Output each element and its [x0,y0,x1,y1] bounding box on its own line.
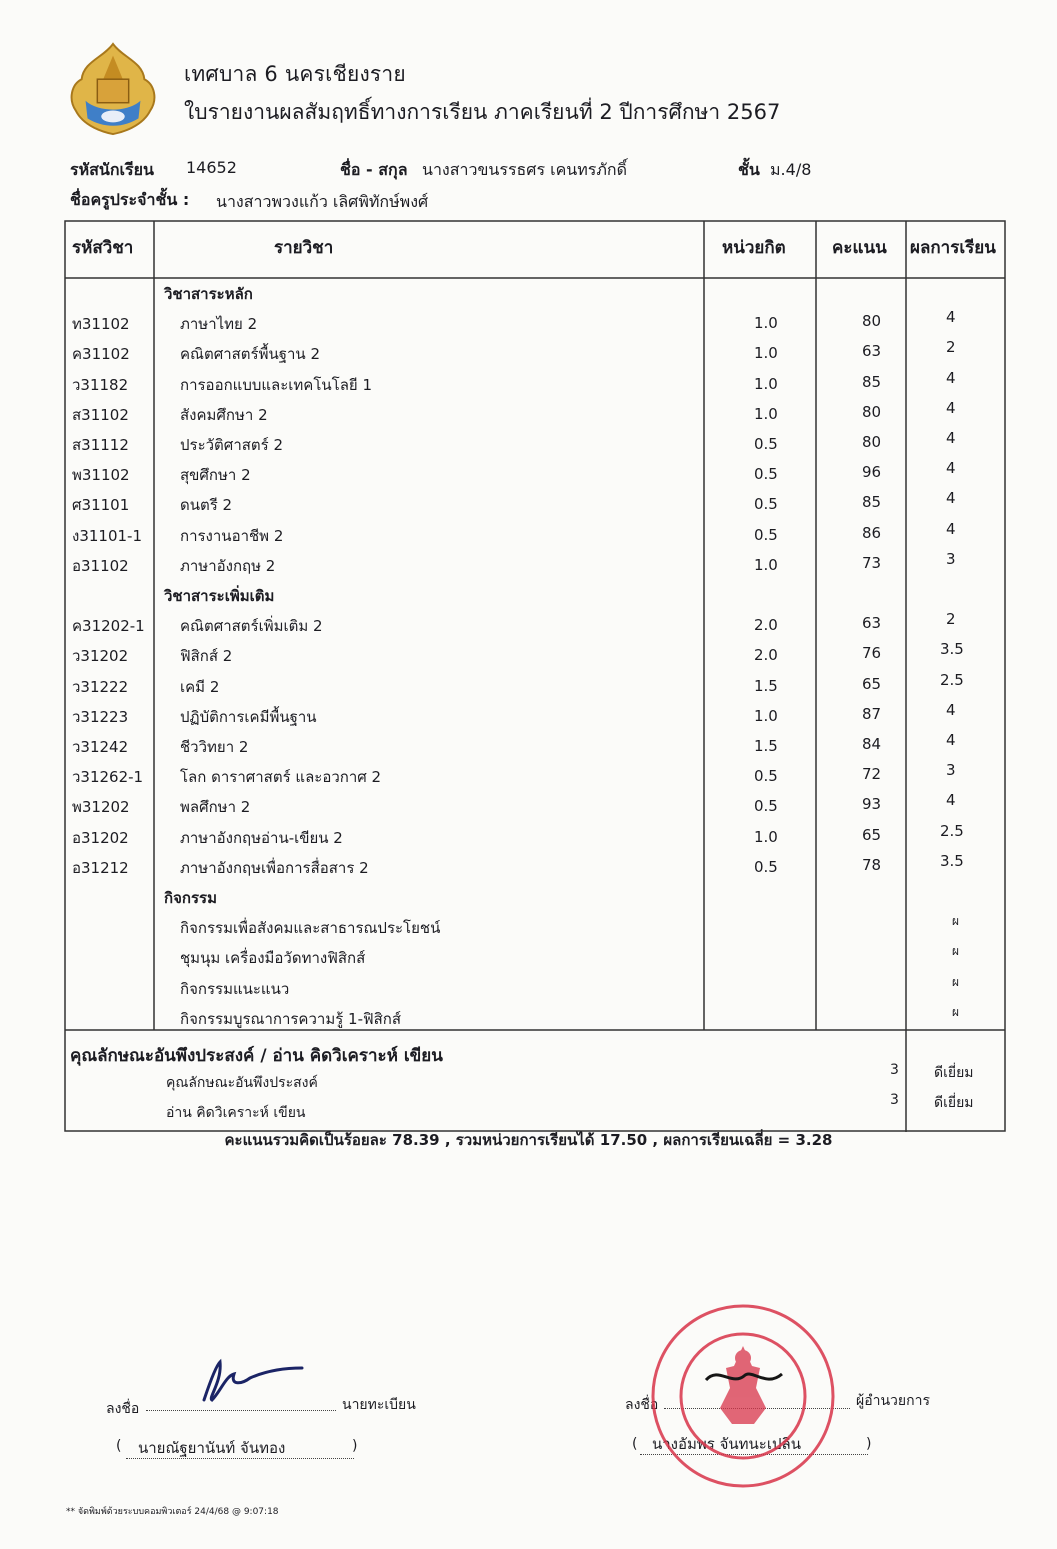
course-score: 80 [862,402,882,421]
registrar-paren-close: ) [352,1438,358,1454]
course-name: พลศึกษา 2 [180,798,251,817]
course-name: กิจกรรมแนะแนว [180,979,290,998]
student-name-label: ชื่อ - สกุล [340,160,408,179]
report-title: ใบรายงานผลสัมฤทธิ์ทางการเรียน ภาคเรียนที่ 2 ปีการศึกษา 2567 [184,100,781,124]
course-credit: 0.5 [754,767,778,786]
course-score: 80 [862,312,882,331]
course-name: การงานอาชีพ 2 [180,526,284,545]
course-name: ชุมนุม เครื่องมือวัดทางฟิสิกส์ [180,949,366,968]
course-credit: 0.5 [754,525,778,544]
course-score: 72 [862,765,882,784]
course-credit: 0.5 [754,857,778,876]
course-code: ว31222 [72,677,129,696]
course-score: 85 [862,372,882,391]
course-name: กิจกรรมเพื่อสังคมและสาธารณประโยชน์ [180,919,441,938]
trait-name: อ่าน คิดวิเคราะห์ เขียน [166,1105,306,1121]
course-name: คณิตศาสตร์พื้นฐาน 2 [180,345,320,364]
trait-name: คุณลักษณะอันพึงประสงค์ [166,1075,318,1091]
course-credit: 0.5 [754,797,778,816]
course-code: ว31262-1 [72,768,144,787]
registrar-signature [190,1352,310,1412]
course-credit: 1.5 [754,676,778,695]
course-credit: 1.0 [754,555,778,574]
course-score: 85 [862,493,882,512]
course-credit: 0.5 [754,465,778,484]
student-id: 14652 [186,158,237,177]
course-name: สังคมศึกษา 2 [180,405,268,424]
course-score: 76 [862,644,882,663]
summary-line: คะแนนรวมคิดเป็นร้อยละ 78.39 , รวมหน่วยการเรียนได้ 17.50 , ผลการเรียนเฉลี่ย = 3.28 [224,1131,833,1149]
course-grade: ผ [952,914,960,929]
course-score: 86 [862,523,882,542]
header-credit: หน่วยกิต [722,238,786,258]
course-score: 87 [862,704,882,723]
trait-grade: ดีเยี่ยม [934,1065,974,1081]
course-grade: 4 [946,308,956,327]
course-credit: 0.5 [754,495,778,514]
course-name: การออกแบบและเทคโนโลยี 1 [180,375,372,394]
course-name: กิจกรรมบูรณาการความรู้ 1-ฟิสิกส์ [180,1009,401,1028]
registrar-paren-open: ( [116,1438,122,1454]
course-grade: 4 [946,489,956,508]
course-name: ภาษาอังกฤษเพื่อการสื่อสาร 2 [180,858,369,877]
header-subject: รายวิชา [274,238,334,258]
course-grade: 2.5 [940,821,964,840]
course-grade: ผ [952,944,960,959]
course-credit: 1.0 [754,314,778,333]
class-label: ชั้น [738,160,760,179]
course-grade: 4 [946,700,956,719]
course-grade: 4 [946,459,956,478]
course-score: 78 [862,855,882,874]
course-grade: 3 [946,549,956,568]
course-name: สุขศึกษา 2 [180,466,251,485]
section-title: วิชาสาระหลัก [164,285,253,303]
course-code: ศ31101 [72,496,130,515]
course-score: 80 [862,433,882,451]
course-credit: 1.5 [754,737,778,755]
course-code: ว31202 [72,647,129,666]
course-code: พ31102 [72,466,130,485]
grades-table [64,220,1006,1352]
course-credit: 0.5 [754,435,778,453]
director-paren-open: ( [632,1436,638,1452]
course-name: โลก ดาราศาสตร์ และอวกาศ 2 [180,768,382,787]
registrar-role: นายทะเบียน [342,1397,416,1413]
class-value: ม.4/8 [770,160,812,179]
course-name: ภาษาอังกฤษอ่าน-เขียน 2 [180,828,343,847]
header-score: คะแนน [832,238,887,258]
course-score: 63 [862,342,882,361]
municipal-emblem-logo [64,40,162,138]
course-name: ประวัติศาสตร์ 2 [180,436,284,454]
registrar-name: นายณัฐยานันท์ จันทอง [138,1439,286,1457]
course-code: ส31102 [72,405,129,424]
course-code: พ31202 [72,798,130,817]
homeroom-teacher-name: นางสาวพวงแก้ว เลิศพิทักษ์พงศ์ [216,192,429,211]
course-score: 65 [862,674,882,693]
print-note: ** จัดพิมพ์ด้วยระบบคอมพิวเตอร์ 24/4/68 @ 9:07:18 [66,1507,279,1517]
director-sign-label: ลงชื่อ [625,1397,659,1413]
course-code: อ31212 [72,858,129,877]
course-grade: 3.5 [940,640,964,659]
director-paren-close: ) [866,1436,872,1452]
student-id-label: รหัสนักเรียน [70,160,154,179]
course-grade: 3.5 [940,851,964,870]
course-name: คณิตศาสตร์เพิ่มเติม 2 [180,617,323,636]
course-name: ปฏิบัติการเคมีพื้นฐาน [180,707,317,726]
course-grade: 4 [946,731,956,749]
header-code: รหัสวิชา [72,238,134,258]
course-name: ภาษาไทย 2 [180,315,258,334]
course-grade: 2 [946,610,956,629]
course-grade: 3 [946,761,956,780]
course-score: 73 [862,553,882,572]
course-grade: 4 [946,398,956,417]
course-score: 93 [862,795,882,814]
section-title: วิชาสาระเพิ่มเติม [164,587,275,605]
course-code: อ31102 [72,556,129,575]
course-score: 96 [862,463,882,482]
course-grade: ผ [952,1004,960,1019]
course-code: ส31112 [72,436,129,454]
student-name: นางสาวขนรรธศร เคนทรภักดิ์ [422,160,628,179]
registrar-name-line [126,1458,354,1459]
course-code: ว31223 [72,707,129,726]
school-seal-stamp [648,1296,838,1496]
course-grade: 4 [946,429,956,447]
section-title: กิจกรรม [164,889,217,907]
course-code: ว31242 [72,738,129,756]
course-name: ชีววิทยา 2 [180,738,249,756]
course-grade: 2.5 [940,670,964,689]
course-name: ฟิสิกส์ 2 [180,647,233,666]
course-credit: 2.0 [754,616,778,635]
course-grade: 4 [946,791,956,810]
registrar-sign-label: ลงชื่อ [106,1401,140,1417]
director-name: นางอัมพร จันทนะเปลิน [652,1435,801,1453]
header-grade: ผลการเรียน [910,238,996,258]
course-code: ง31101-1 [72,526,142,545]
director-role: ผู้อำนวยการ [856,1393,930,1409]
course-credit: 1.0 [754,344,778,363]
course-credit: 1.0 [754,374,778,393]
course-score: 84 [862,735,882,753]
course-code: ท31102 [72,315,130,334]
course-grade: 4 [946,519,956,538]
course-name: ดนตรี 2 [180,496,233,515]
organization-name: เทศบาล 6 นครเชียงราย [184,62,406,86]
course-score: 65 [862,825,882,844]
course-name: ภาษาอังกฤษ 2 [180,556,276,575]
course-name: เคมี 2 [180,677,220,696]
course-code: ว31182 [72,375,129,394]
course-code: อ31202 [72,828,129,847]
course-grade: 2 [946,338,956,357]
course-credit: 1.0 [754,404,778,423]
course-grade: ผ [952,974,960,989]
course-code: ค31202-1 [72,617,145,636]
course-score: 63 [862,614,882,633]
course-code: ค31102 [72,345,130,364]
trait-score: 3 [890,1092,899,1108]
course-credit: 2.0 [754,646,778,665]
course-grade: 4 [946,368,956,387]
traits-title: คุณลักษณะอันพึงประสงค์ / อ่าน คิดวิเคราะห์ เขียน [70,1046,443,1066]
course-credit: 1.0 [754,827,778,846]
trait-score: 3 [890,1062,899,1078]
course-credit: 1.0 [754,706,778,725]
homeroom-teacher-label: ชื่อครูประจำชั้น : [70,190,190,209]
trait-grade: ดีเยี่ยม [934,1095,974,1111]
